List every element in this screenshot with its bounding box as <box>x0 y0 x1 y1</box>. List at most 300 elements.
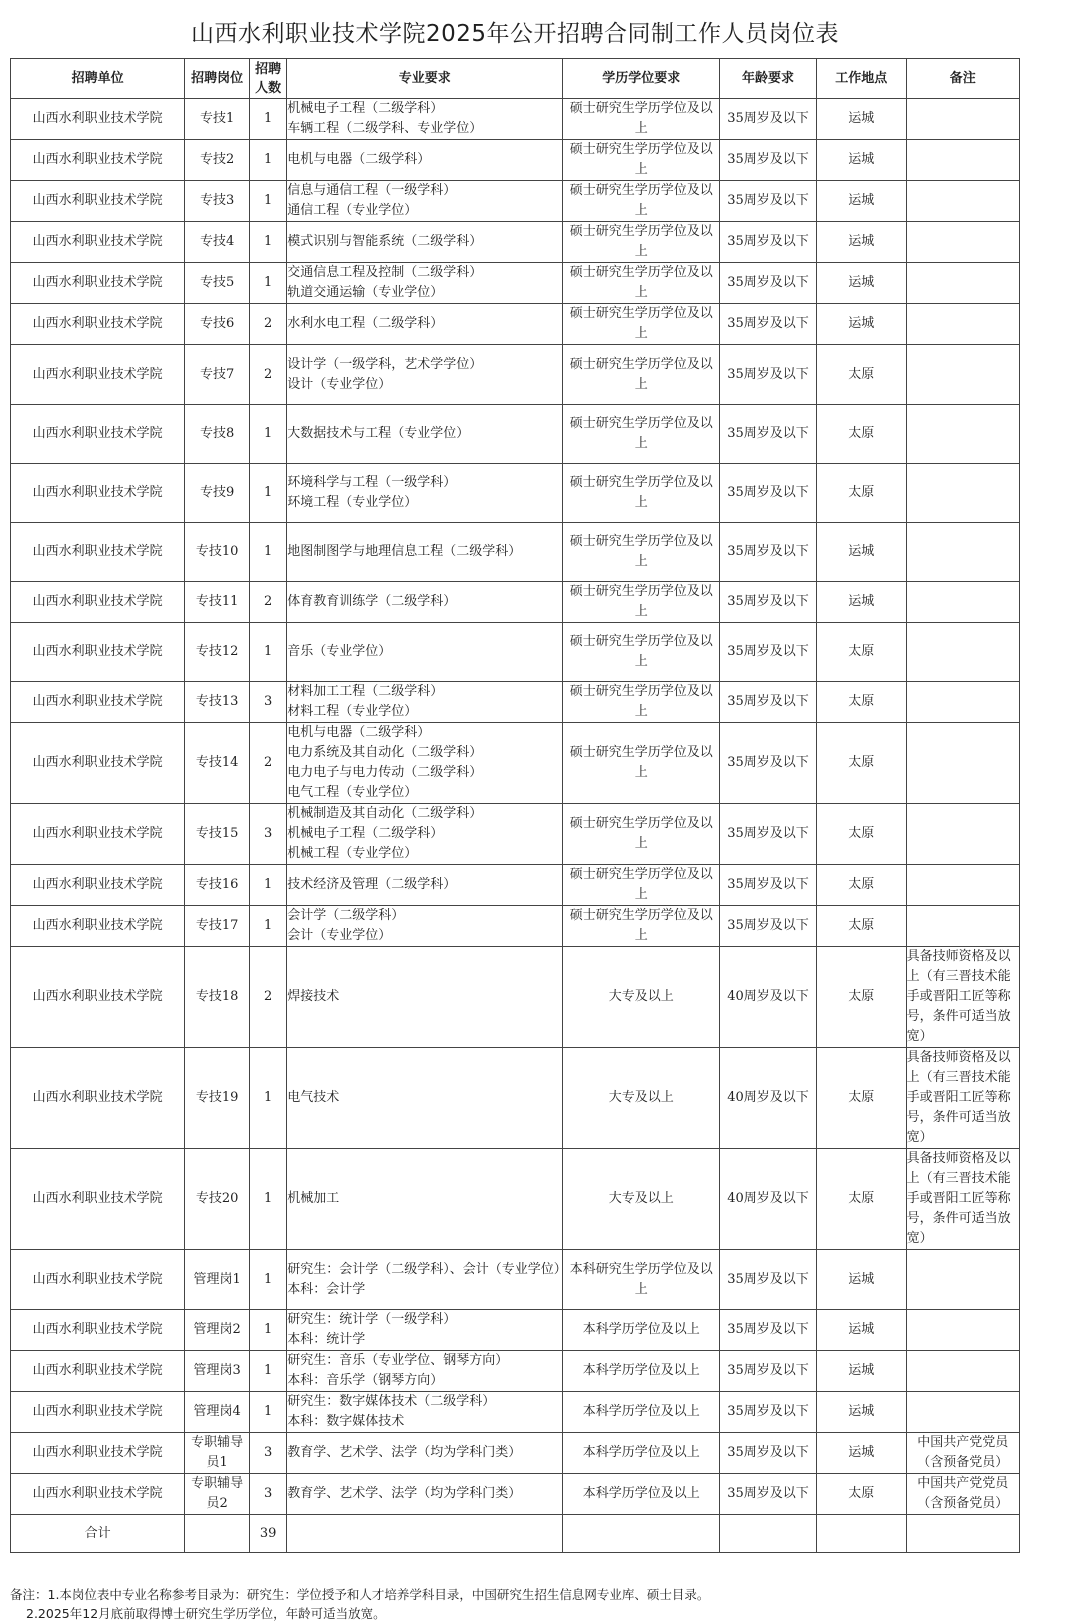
cell-position: 专技11 <box>185 582 250 623</box>
cell-unit: 山西水利职业技术学院 <box>11 723 185 804</box>
cell-degree: 硕士研究生学历学位及以上 <box>563 405 720 464</box>
major-line: 模式识别与智能系统（二级学科） <box>287 234 483 249</box>
total-empty-cell <box>563 1515 720 1553</box>
table-row <box>11 1433 1020 1474</box>
major-line: 信息与通信工程（一级学科） <box>287 183 457 198</box>
cell-count: 1 <box>250 1149 287 1250</box>
cell-remark <box>906 222 1019 263</box>
cell-major <box>287 345 563 405</box>
cell-count: 1 <box>250 464 287 523</box>
cell-count: 2 <box>250 304 287 345</box>
major-line: 交通信息工程及控制（二级学科） <box>287 265 483 280</box>
cell-position: 专技6 <box>185 304 250 345</box>
cell-degree: 硕士研究生学历学位及以上 <box>563 181 720 222</box>
cell-location: 运城 <box>816 140 906 181</box>
cell-unit: 山西水利职业技术学院 <box>11 1433 185 1474</box>
cell-unit: 山西水利职业技术学院 <box>11 263 185 304</box>
cell-major <box>287 1433 563 1474</box>
cell-remark <box>906 99 1019 140</box>
cell-count: 1 <box>250 623 287 682</box>
cell-location: 太原 <box>816 865 906 906</box>
major-line: 技术经济及管理（二级学科） <box>287 877 457 892</box>
cell-position: 管理岗2 <box>185 1310 250 1351</box>
cell-remark <box>906 345 1019 405</box>
cell-major <box>287 99 563 140</box>
cell-remark <box>906 865 1019 906</box>
table-row <box>11 947 1020 1048</box>
major-line: 环境科学与工程（一级学科） <box>287 475 457 490</box>
major-line: 电力系统及其自动化（二级学科） <box>287 745 483 760</box>
cell-position: 专技16 <box>185 865 250 906</box>
cell-major <box>287 1474 563 1515</box>
cell-location: 运城 <box>816 304 906 345</box>
cell-degree: 硕士研究生学历学位及以上 <box>563 723 720 804</box>
cell-unit: 山西水利职业技术学院 <box>11 523 185 582</box>
header-row <box>11 59 1020 99</box>
cell-degree: 硕士研究生学历学位及以上 <box>563 263 720 304</box>
cell-position: 管理岗4 <box>185 1392 250 1433</box>
cell-unit: 山西水利职业技术学院 <box>11 1250 185 1310</box>
cell-degree: 硕士研究生学历学位及以上 <box>563 140 720 181</box>
cell-degree: 大专及以上 <box>563 1149 720 1250</box>
table-row <box>11 181 1020 222</box>
cell-degree: 硕士研究生学历学位及以上 <box>563 906 720 947</box>
major-line: 研究生：统计学（一级学科） <box>287 1312 457 1327</box>
cell-position: 专技10 <box>185 523 250 582</box>
cell-position: 专技4 <box>185 222 250 263</box>
cell-count: 1 <box>250 523 287 582</box>
cell-position: 专技12 <box>185 623 250 682</box>
cell-age: 35周岁及以下 <box>720 1392 817 1433</box>
table-row <box>11 1392 1020 1433</box>
cell-location: 运城 <box>816 1250 906 1310</box>
cell-remark <box>906 523 1019 582</box>
cell-position: 专技20 <box>185 1149 250 1250</box>
cell-age: 35周岁及以下 <box>720 1310 817 1351</box>
cell-major <box>287 222 563 263</box>
header-count: 招聘人数 <box>250 59 287 99</box>
cell-location: 太原 <box>816 405 906 464</box>
major-line: 教育学、艺术学、法学（均为学科门类） <box>287 1486 522 1501</box>
cell-age: 35周岁及以下 <box>720 865 817 906</box>
cell-unit: 山西水利职业技术学院 <box>11 1310 185 1351</box>
cell-major <box>287 304 563 345</box>
cell-location: 太原 <box>816 804 906 865</box>
cell-position: 专技17 <box>185 906 250 947</box>
cell-degree: 硕士研究生学历学位及以上 <box>563 304 720 345</box>
cell-major <box>287 623 563 682</box>
cell-unit: 山西水利职业技术学院 <box>11 1351 185 1392</box>
cell-location: 运城 <box>816 523 906 582</box>
cell-age: 35周岁及以下 <box>720 582 817 623</box>
major-line: 地图制图学与地理信息工程（二级学科） <box>287 544 522 559</box>
cell-remark <box>906 304 1019 345</box>
cell-major <box>287 1351 563 1392</box>
cell-location: 运城 <box>816 181 906 222</box>
major-line: 焊接技术 <box>287 989 340 1004</box>
total-label: 合计 <box>11 1515 185 1553</box>
cell-unit: 山西水利职业技术学院 <box>11 1149 185 1250</box>
cell-position: 专技1 <box>185 99 250 140</box>
cell-count: 3 <box>250 804 287 865</box>
cell-degree: 硕士研究生学历学位及以上 <box>563 99 720 140</box>
table-row <box>11 582 1020 623</box>
header-age: 年龄要求 <box>720 59 817 99</box>
cell-age: 35周岁及以下 <box>720 1250 817 1310</box>
cell-unit: 山西水利职业技术学院 <box>11 345 185 405</box>
footnotes <box>10 1585 1050 1623</box>
cell-location: 太原 <box>816 723 906 804</box>
cell-degree: 大专及以上 <box>563 947 720 1048</box>
header-position: 招聘岗位 <box>185 59 250 99</box>
cell-unit: 山西水利职业技术学院 <box>11 682 185 723</box>
cell-location: 运城 <box>816 1310 906 1351</box>
cell-remark <box>906 464 1019 523</box>
cell-age: 35周岁及以下 <box>720 1433 817 1474</box>
cell-remark <box>906 405 1019 464</box>
table-row <box>11 345 1020 405</box>
cell-age: 35周岁及以下 <box>720 523 817 582</box>
cell-unit: 山西水利职业技术学院 <box>11 623 185 682</box>
major-line: 音乐（专业学位） <box>287 644 392 659</box>
cell-count: 1 <box>250 906 287 947</box>
cell-age: 35周岁及以下 <box>720 345 817 405</box>
cell-age: 35周岁及以下 <box>720 181 817 222</box>
cell-remark <box>906 623 1019 682</box>
cell-unit: 山西水利职业技术学院 <box>11 181 185 222</box>
cell-unit: 山西水利职业技术学院 <box>11 222 185 263</box>
cell-position: 专职辅导员2 <box>185 1474 250 1515</box>
cell-remark: 中国共产党党员（含预备党员） <box>906 1474 1019 1515</box>
major-line: 机械电子工程（二级学科） <box>287 826 444 841</box>
cell-location: 运城 <box>816 1433 906 1474</box>
cell-major <box>287 181 563 222</box>
cell-major <box>287 1310 563 1351</box>
major-line: 本科：数字媒体技术 <box>287 1414 405 1429</box>
cell-remark <box>906 1392 1019 1433</box>
cell-count: 1 <box>250 405 287 464</box>
cell-unit: 山西水利职业技术学院 <box>11 405 185 464</box>
cell-age: 35周岁及以下 <box>720 140 817 181</box>
cell-location: 运城 <box>816 263 906 304</box>
cell-major <box>287 405 563 464</box>
major-line: 材料加工工程（二级学科） <box>287 684 444 699</box>
cell-count: 1 <box>250 865 287 906</box>
major-line: 电机与电器（二级学科） <box>287 725 431 740</box>
total-row <box>11 1515 1020 1553</box>
cell-remark <box>906 906 1019 947</box>
cell-age: 40周岁及以下 <box>720 1048 817 1149</box>
cell-unit: 山西水利职业技术学院 <box>11 865 185 906</box>
cell-location: 太原 <box>816 623 906 682</box>
cell-degree: 本科学历学位及以上 <box>563 1310 720 1351</box>
major-line: 轨道交通运输（专业学位） <box>287 285 444 300</box>
cell-major <box>287 682 563 723</box>
cell-degree: 硕士研究生学历学位及以上 <box>563 682 720 723</box>
cell-location: 运城 <box>816 99 906 140</box>
cell-age: 35周岁及以下 <box>720 1474 817 1515</box>
cell-age: 35周岁及以下 <box>720 682 817 723</box>
cell-major <box>287 865 563 906</box>
header-unit: 招聘单位 <box>11 59 185 99</box>
total-empty-cell <box>287 1515 563 1553</box>
table-row <box>11 140 1020 181</box>
footnote-2: 2.2025年12月底前取得博士研究生学历学位，年龄可适当放宽。 <box>26 1606 386 1621</box>
cell-age: 40周岁及以下 <box>720 1149 817 1250</box>
cell-age: 35周岁及以下 <box>720 1351 817 1392</box>
cell-degree: 硕士研究生学历学位及以上 <box>563 523 720 582</box>
cell-remark: 具备技师资格及以上（有三晋技术能手或晋阳工匠等称号，条件可适当放宽） <box>906 1149 1019 1250</box>
major-line: 电力电子与电力传动（二级学科） <box>287 765 483 780</box>
table-body <box>11 99 1020 1515</box>
cell-count: 1 <box>250 140 287 181</box>
cell-position: 专技19 <box>185 1048 250 1149</box>
cell-position: 专技7 <box>185 345 250 405</box>
cell-degree: 硕士研究生学历学位及以上 <box>563 345 720 405</box>
cell-unit: 山西水利职业技术学院 <box>11 1474 185 1515</box>
table-row <box>11 464 1020 523</box>
cell-count: 2 <box>250 947 287 1048</box>
major-line: 水利水电工程（二级学科） <box>287 316 444 331</box>
cell-location: 运城 <box>816 582 906 623</box>
cell-remark <box>906 263 1019 304</box>
cell-count: 1 <box>250 1250 287 1310</box>
cell-count: 1 <box>250 222 287 263</box>
table-row <box>11 304 1020 345</box>
cell-position: 专技5 <box>185 263 250 304</box>
cell-position: 专技15 <box>185 804 250 865</box>
cell-remark: 中国共产党党员（含预备党员） <box>906 1433 1019 1474</box>
cell-degree: 硕士研究生学历学位及以上 <box>563 623 720 682</box>
cell-location: 太原 <box>816 1149 906 1250</box>
cell-count: 3 <box>250 1433 287 1474</box>
total-empty-cell <box>906 1515 1019 1553</box>
cell-count: 3 <box>250 682 287 723</box>
major-line: 通信工程（专业学位） <box>287 203 418 218</box>
cell-degree: 本科研究生学历学位及以上 <box>563 1250 720 1310</box>
cell-age: 35周岁及以下 <box>720 623 817 682</box>
cell-position: 专技2 <box>185 140 250 181</box>
cell-position: 专技8 <box>185 405 250 464</box>
cell-count: 1 <box>250 1310 287 1351</box>
cell-major <box>287 582 563 623</box>
cell-count: 1 <box>250 263 287 304</box>
cell-age: 35周岁及以下 <box>720 723 817 804</box>
major-line: 车辆工程（二级学科、专业学位） <box>287 121 483 136</box>
cell-age: 35周岁及以下 <box>720 405 817 464</box>
cell-location: 运城 <box>816 1351 906 1392</box>
cell-remark <box>906 804 1019 865</box>
positions-table <box>10 58 1020 1553</box>
cell-remark <box>906 682 1019 723</box>
table-row <box>11 222 1020 263</box>
cell-remark <box>906 723 1019 804</box>
cell-location: 太原 <box>816 464 906 523</box>
cell-count: 1 <box>250 181 287 222</box>
header-major: 专业要求 <box>287 59 563 99</box>
cell-location: 太原 <box>816 682 906 723</box>
cell-major <box>287 906 563 947</box>
cell-count: 1 <box>250 1351 287 1392</box>
total-empty-cell <box>720 1515 817 1553</box>
table-row <box>11 1310 1020 1351</box>
cell-location: 太原 <box>816 345 906 405</box>
cell-count: 1 <box>250 1048 287 1149</box>
cell-position: 管理岗1 <box>185 1250 250 1310</box>
major-line: 体育教育训练学（二级学科） <box>287 594 457 609</box>
table-row <box>11 1351 1020 1392</box>
cell-position: 专技3 <box>185 181 250 222</box>
cell-location: 运城 <box>816 222 906 263</box>
cell-remark: 具备技师资格及以上（有三晋技术能手或晋阳工匠等称号，条件可适当放宽） <box>906 1048 1019 1149</box>
cell-major <box>287 263 563 304</box>
cell-major <box>287 523 563 582</box>
cell-unit: 山西水利职业技术学院 <box>11 804 185 865</box>
total-count: 39 <box>250 1515 287 1553</box>
cell-location: 太原 <box>816 906 906 947</box>
cell-degree: 硕士研究生学历学位及以上 <box>563 804 720 865</box>
cell-age: 40周岁及以下 <box>720 947 817 1048</box>
major-line: 机械工程（专业学位） <box>287 846 418 861</box>
major-line: 电气技术 <box>287 1090 340 1105</box>
cell-location: 太原 <box>816 1048 906 1149</box>
cell-count: 1 <box>250 99 287 140</box>
cell-remark <box>906 1250 1019 1310</box>
table-row <box>11 682 1020 723</box>
major-line: 本科：统计学 <box>287 1332 366 1347</box>
cell-major <box>287 464 563 523</box>
page-title: 山西水利职业技术学院2025年公开招聘合同制工作人员岗位表 <box>190 21 840 47</box>
major-line: 机械制造及其自动化（二级学科） <box>287 806 483 821</box>
cell-remark <box>906 140 1019 181</box>
table-row <box>11 523 1020 582</box>
table-row <box>11 906 1020 947</box>
major-line: 设计学（一级学科，艺术学学位） <box>287 356 483 372</box>
major-line: 研究生：会计学（二级学科）、会计（专业学位） <box>287 1261 567 1277</box>
major-line: 研究生：音乐（专业学位、钢琴方向） <box>287 1353 509 1368</box>
cell-position: 专技14 <box>185 723 250 804</box>
cell-location: 太原 <box>816 947 906 1048</box>
major-line: 会计（专业学位） <box>287 928 392 943</box>
table-row <box>11 865 1020 906</box>
major-line: 材料工程（专业学位） <box>287 704 418 719</box>
total-empty-cell <box>816 1515 906 1553</box>
table-row <box>11 1048 1020 1149</box>
cell-age: 35周岁及以下 <box>720 222 817 263</box>
table-row <box>11 1250 1020 1310</box>
major-line: 机械加工 <box>287 1191 340 1206</box>
cell-unit: 山西水利职业技术学院 <box>11 1392 185 1433</box>
major-line: 会计学（二级学科） <box>287 908 405 923</box>
footnote-1: 备注：1.本岗位表中专业名称参考目录为：研究生：学位授予和人才培养学科目录，中国研究生招生信息网专业库、硕士目录。 <box>10 1587 710 1602</box>
cell-remark <box>906 1351 1019 1392</box>
cell-remark: 具备技师资格及以上（有三晋技术能手或晋阳工匠等称号，条件可适当放宽） <box>906 947 1019 1048</box>
major-line: 大数据技术与工程（专业学位） <box>287 426 470 441</box>
cell-count: 2 <box>250 582 287 623</box>
cell-remark <box>906 181 1019 222</box>
cell-age: 35周岁及以下 <box>720 906 817 947</box>
cell-age: 35周岁及以下 <box>720 263 817 304</box>
table-row <box>11 623 1020 682</box>
table-row <box>11 263 1020 304</box>
cell-unit: 山西水利职业技术学院 <box>11 582 185 623</box>
header-remark: 备注 <box>906 59 1019 99</box>
cell-count: 1 <box>250 1392 287 1433</box>
table-row <box>11 723 1020 804</box>
header-location: 工作地点 <box>816 59 906 99</box>
cell-unit: 山西水利职业技术学院 <box>11 906 185 947</box>
cell-age: 35周岁及以下 <box>720 304 817 345</box>
cell-location: 运城 <box>816 1392 906 1433</box>
cell-major <box>287 1392 563 1433</box>
major-line: 电气工程（专业学位） <box>287 785 418 800</box>
table-row <box>11 1149 1020 1250</box>
cell-degree: 硕士研究生学历学位及以上 <box>563 582 720 623</box>
cell-position: 专技18 <box>185 947 250 1048</box>
major-line: 教育学、艺术学、法学（均为学科门类） <box>287 1445 522 1460</box>
cell-major <box>287 1149 563 1250</box>
cell-unit: 山西水利职业技术学院 <box>11 99 185 140</box>
cell-remark <box>906 582 1019 623</box>
cell-degree: 本科学历学位及以上 <box>563 1433 720 1474</box>
cell-unit: 山西水利职业技术学院 <box>11 464 185 523</box>
cell-remark <box>906 1310 1019 1351</box>
major-line: 本科：音乐学（钢琴方向） <box>287 1373 444 1388</box>
cell-count: 2 <box>250 723 287 804</box>
total-empty-cell <box>185 1515 250 1553</box>
major-line: 本科：会计学 <box>287 1281 366 1297</box>
cell-unit: 山西水利职业技术学院 <box>11 140 185 181</box>
cell-degree: 硕士研究生学历学位及以上 <box>563 464 720 523</box>
major-line: 设计（专业学位） <box>287 376 392 392</box>
cell-age: 35周岁及以下 <box>720 99 817 140</box>
cell-degree: 大专及以上 <box>563 1048 720 1149</box>
cell-unit: 山西水利职业技术学院 <box>11 1048 185 1149</box>
cell-major <box>287 140 563 181</box>
cell-age: 35周岁及以下 <box>720 804 817 865</box>
cell-major <box>287 1048 563 1149</box>
major-line: 研究生：数字媒体技术（二级学科） <box>287 1394 496 1409</box>
cell-degree: 本科学历学位及以上 <box>563 1392 720 1433</box>
cell-degree: 硕士研究生学历学位及以上 <box>563 865 720 906</box>
header-degree: 学历学位要求 <box>563 59 720 99</box>
cell-unit: 山西水利职业技术学院 <box>11 947 185 1048</box>
cell-degree: 本科学历学位及以上 <box>563 1351 720 1392</box>
table-row <box>11 99 1020 140</box>
cell-position: 专技9 <box>185 464 250 523</box>
cell-count: 2 <box>250 345 287 405</box>
cell-degree: 本科学历学位及以上 <box>563 1474 720 1515</box>
cell-count: 3 <box>250 1474 287 1515</box>
cell-position: 专技13 <box>185 682 250 723</box>
cell-degree: 硕士研究生学历学位及以上 <box>563 222 720 263</box>
table-row <box>11 1474 1020 1515</box>
table-row <box>11 405 1020 464</box>
cell-unit: 山西水利职业技术学院 <box>11 304 185 345</box>
cell-major <box>287 947 563 1048</box>
cell-location: 太原 <box>816 1474 906 1515</box>
cell-major <box>287 1250 567 1310</box>
table-row <box>11 804 1020 865</box>
major-line: 环境工程（专业学位） <box>287 495 418 510</box>
cell-position: 专职辅导员1 <box>185 1433 250 1474</box>
major-line: 机械电子工程（二级学科） <box>287 101 444 116</box>
major-line: 电机与电器（二级学科） <box>287 152 431 167</box>
cell-major <box>287 804 563 865</box>
cell-age: 35周岁及以下 <box>720 464 817 523</box>
cell-position: 管理岗3 <box>185 1351 250 1392</box>
cell-major <box>287 723 563 804</box>
